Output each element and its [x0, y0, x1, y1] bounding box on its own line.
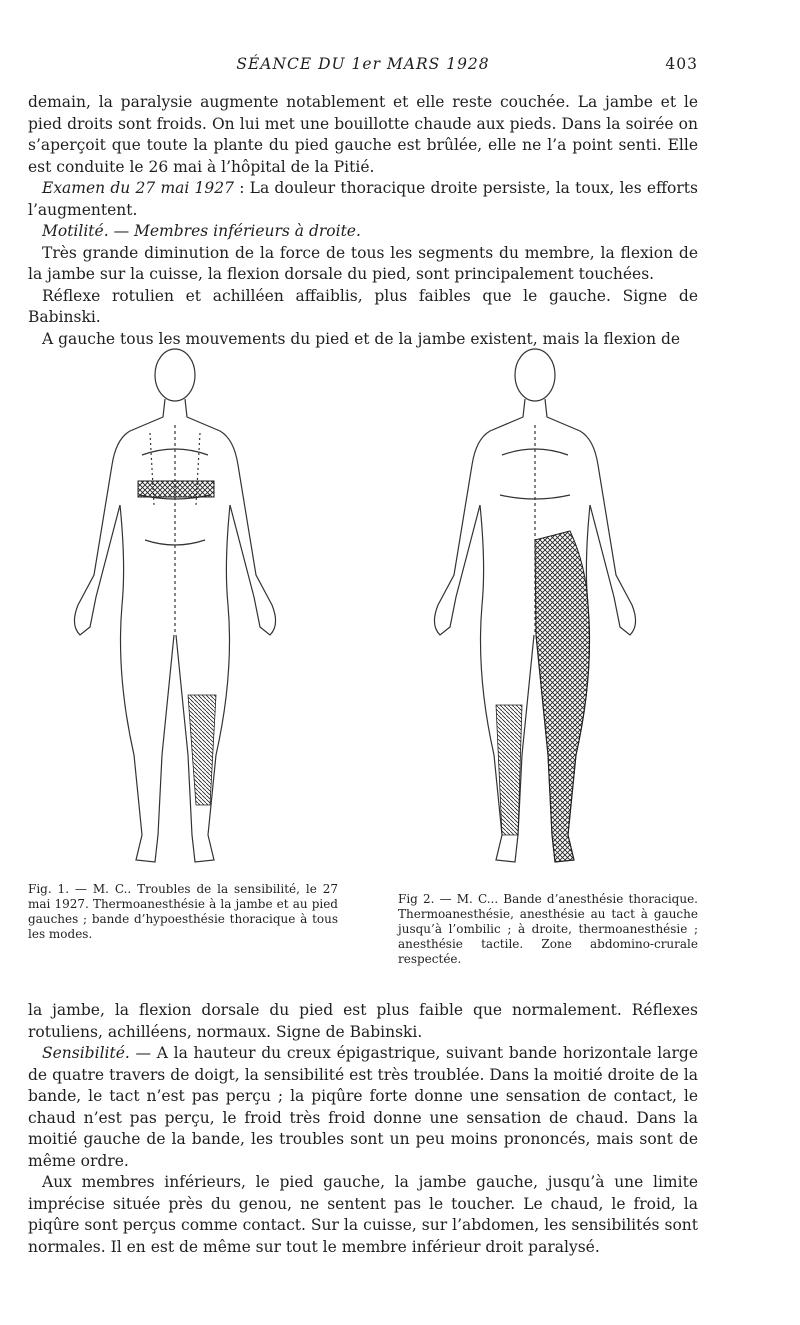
paragraph-7 [28, 1043, 698, 1172]
motilite-subject: Membres inférieurs à droite. [134, 222, 361, 240]
left-side-anesthesia-hatch [535, 531, 590, 862]
sensibilite-text: — A la hauteur du creux épigastrique, suivant bande horizontale large de quatre travers de doigt, la sensibilité est très troublée. Dans la moitié droite de la bande, le tact n’est pas perçu ; la piqûre forte donne une sensation de contact, le chaud n’est pas perçu, le froid très froid donne une sensation de chaud. Dans la moitié gauche de la bande, les troubles sont un peu moins prononcés, mais sont de même ordre. [28, 1044, 698, 1170]
figure-1-illustration [50, 335, 310, 880]
paragraph-6: la jambe, la flexion dorsale du pied est plus faible que normalement. Réflexes rotuliens, achilléens, normaux. Signe de Babinski. [28, 1001, 698, 1041]
body-outline-2 [434, 349, 635, 862]
figure-2-caption: Fig 2. — M. C... Bande d’anesthésie thoracique. Thermoanesthésie, anesthésie au tact à gauche jusqu’à l’ombilic ; à droite, thermoanesthésie ; anesthésie tactile. Zone abdomino-crurale respectée. [398, 892, 698, 966]
motilite-label: Motilité. [42, 222, 109, 240]
bottom-text [28, 1000, 698, 1258]
figure-1-caption: Fig. 1. — M. C.. Troubles de la sensibilité, le 27 mai 1927. Thermoanesthésie à la jambe et au pied gauches ; bande d’hypoesthésie thoracique à tous les modes. [28, 882, 338, 941]
motilite-sep: — [108, 222, 134, 240]
paragraph-2 [28, 178, 698, 221]
paragraph-4: Réflexe rotulien et achilléen affaiblis, plus faibles que le gauche. Signe de Babinski. [28, 286, 698, 326]
paragraph-8: Aux membres inférieurs, le pied gauche, la jambe gauche, jusqu’à une limite imprécise située près du genou, ne sentent pas le toucher. Le chaud, le froid, la piqûre sont perçus comme contact. Sur la cuisse, sur l’abdomen, les sensibilités sont normales. Il en est de même sur tout le membre inférieur droit paralysé. [28, 1173, 698, 1256]
body-outline-1 [74, 349, 275, 862]
motilite-heading [28, 221, 698, 243]
paragraph-3: Très grande diminution de la force de tous les segments du membre, la flexion de la jambe sur la cuisse, la flexion dorsale du pied, sont principalement touchées. [28, 243, 698, 283]
thoracic-band-hatch [138, 481, 214, 497]
figure-2-illustration [410, 335, 670, 880]
examen-text: : La douleur thoracique droite persiste, la toux, les efforts l’augmentent. [28, 179, 698, 219]
sensibilite-label: Sensibilité. [42, 1044, 130, 1062]
paragraph-1: demain, la paralysie augmente notablement et elle reste couchée. La jambe et le pied droits sont froids. On lui met une bouillotte chaude aux pieds. Dans la soirée on s’aperçoit que toute la plante du pied gauche est brûlée, elle ne l’a point senti. Elle est conduite le 26 mai à l’hôpital de la Pitié. [28, 93, 698, 176]
examen-label: Examen du 27 mai 1927 [42, 179, 235, 197]
running-head: SÉANCE DU 1er MARS 1928 [236, 55, 490, 73]
left-leg-hatch [188, 695, 216, 805]
top-text [28, 92, 698, 350]
paragraph-5: A gauche tous les mouvements du pied et de la jambe existent, mais la flexion de [42, 329, 681, 348]
figure-2 [410, 335, 670, 880]
figure-1 [50, 335, 310, 880]
page-header [28, 55, 698, 83]
page-number: 403 [665, 55, 698, 73]
